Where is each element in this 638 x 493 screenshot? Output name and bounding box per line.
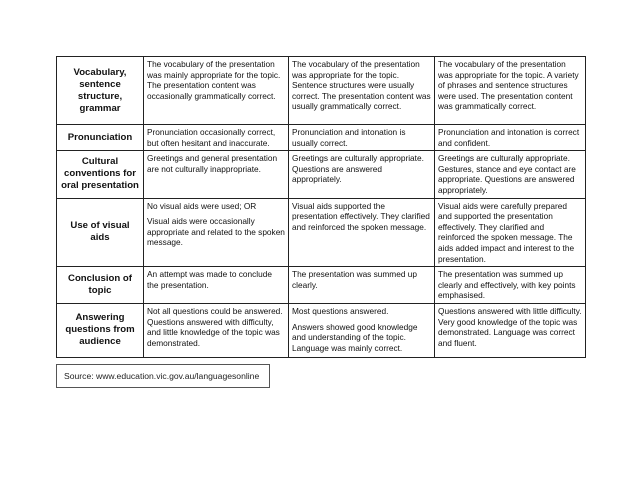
source-citation: Source: www.education.vic.gov.au/languagesonline: [56, 364, 270, 388]
rubric-cell: Most questions answered. Answers showed good knowledge and understanding of the topic. Language was mainly correct.: [289, 303, 435, 357]
rubric-cell: Pronunciation and intonation is correct and confident.: [435, 125, 586, 151]
table-row: [57, 151, 586, 198]
rubric-cell: Pronunciation and intonation is usually correct.: [289, 125, 435, 151]
criterion-conclusion: Conclusion of topic: [57, 267, 144, 304]
rubric-cell: Visual aids were carefully prepared and supported the presentation effectively. They clarified and reinforced the spoken message. The aids added impact and interest to the presentation.: [435, 198, 586, 267]
rubric-cell: The presentation was summed up clearly and effectively, with key points emphasised.: [435, 267, 586, 304]
criterion-answering-questions: Answering questions from audience: [57, 303, 144, 357]
criterion-vocabulary: Vocabulary, sentence structure, grammar: [57, 57, 144, 125]
rubric-cell: Greetings are culturally appropriate. Questions are answered appropriately.: [289, 151, 435, 198]
rubric-cell: Pronunciation occasionally correct, but often hesitant and inaccurate.: [144, 125, 289, 151]
criterion-cultural-conventions: Cultural conventions for oral presentation: [57, 151, 144, 198]
rubric-cell: Visual aids supported the presentation effectively. They clarified and reinforced the spoken message.: [289, 198, 435, 267]
rubric-cell: Not all questions could be answered. Questions answered with difficulty, and little knowledge of the topic was demonstrated.: [144, 303, 289, 357]
criterion-visual-aids: Use of visual aids: [57, 198, 144, 267]
rubric-cell: Questions answered with little difficulty. Very good knowledge of the topic was demonstrated. Language was correct and fluent.: [435, 303, 586, 357]
table-row: [57, 57, 586, 125]
table-row: [57, 267, 586, 304]
table-row: [57, 198, 586, 267]
rubric-cell: The presentation was summed up clearly.: [289, 267, 435, 304]
rubric-cell: The vocabulary of the presentation was appropriate for the topic. Sentence structures were usually correct. The presentation content was usually grammatically correct.: [289, 57, 435, 125]
rubric-cell: Greetings and general presentation are not culturally inappropriate.: [144, 151, 289, 198]
table-row: [57, 125, 586, 151]
rubric-cell: Greetings are culturally appropriate. Gestures, stance and eye contact are appropriate. Questions are answered appropriately.: [435, 151, 586, 198]
rubric-cell: No visual aids were used; OR Visual aids were occasionally appropriate and related to the spoken message.: [144, 198, 289, 267]
rubric-cell: An attempt was made to conclude the presentation.: [144, 267, 289, 304]
rubric-cell: The vocabulary of the presentation was mainly appropriate for the topic. The presentation content was occasionally grammatically correct.: [144, 57, 289, 125]
rubric-cell: The vocabulary of the presentation was appropriate for the topic. A variety of phrases and sentence structures were used. The presentation content was grammatically correct.: [435, 57, 586, 125]
criterion-pronunciation: Pronunciation: [57, 125, 144, 151]
table-row: [57, 303, 586, 357]
assessment-rubric-table: [56, 56, 586, 358]
